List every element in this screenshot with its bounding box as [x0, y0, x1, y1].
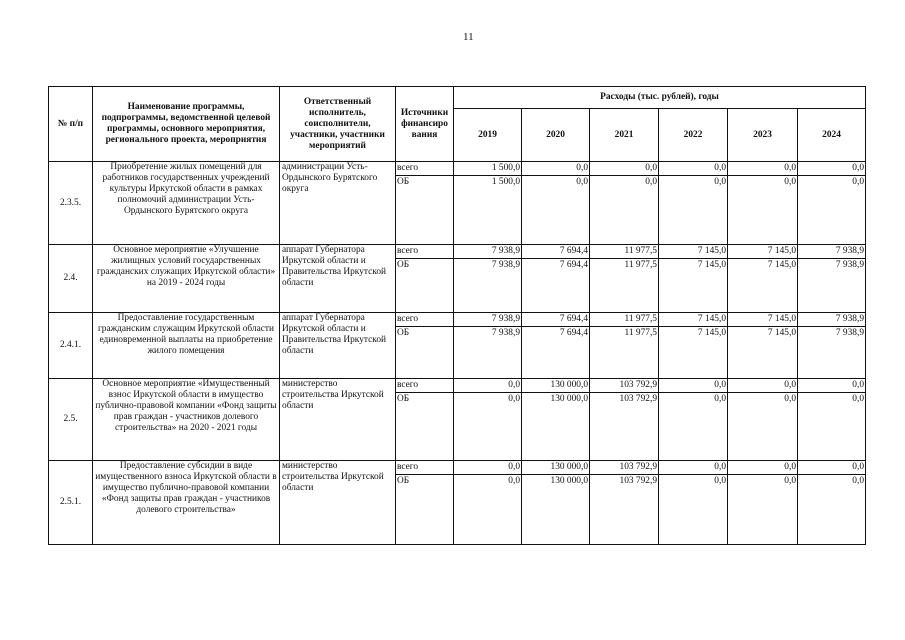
expense-value: 7 938,9 — [491, 328, 520, 338]
year-values — [590, 162, 659, 245]
expense-value: 0,0 — [508, 476, 520, 486]
year-values — [590, 461, 659, 545]
expense-value: 1 500,0 — [454, 162, 521, 176]
header-year: 2020 — [522, 109, 590, 162]
row-name: Предоставление государственным гражданским служащим Иркутской области единовременной выплаты на приобретение жилого помещения — [93, 313, 280, 379]
row-name: Основное мероприятие «Улучшение жилищных условий государственных гражданских служащих Иркутской области» на 2019 - 2024 годы — [93, 245, 280, 313]
expense-value: 0,0 — [714, 177, 726, 187]
expense-value: 7 694,4 — [522, 245, 589, 259]
header-sources: Источники финансиро вания — [396, 87, 454, 162]
table-row — [49, 461, 866, 545]
row-name: Основное мероприятие «Имущественный взнос Иркутской области в имущество публично-правовой компании «Фонд защиты прав граждан - участников долевого строительства» на 2020 - 2021 годы — [93, 379, 280, 461]
expense-value: 130 000,0 — [550, 476, 588, 486]
year-values — [522, 313, 590, 379]
table-row — [49, 313, 866, 379]
source-label: ОБ — [397, 328, 410, 338]
year-values — [454, 461, 522, 545]
expense-value: 0,0 — [728, 379, 797, 393]
year-values — [454, 162, 522, 245]
row-responsible: министерство строительства Иркутской области — [280, 461, 396, 545]
source-label: ОБ — [397, 394, 410, 404]
year-values — [728, 313, 798, 379]
expense-value: 0,0 — [784, 394, 796, 404]
expense-value: 7 938,9 — [454, 245, 521, 259]
expense-value: 0,0 — [590, 162, 658, 176]
expense-value: 7 145,0 — [659, 245, 727, 259]
header-expenses: Расходы (тыс. рублей), годы — [454, 87, 866, 109]
row-sources — [396, 379, 454, 461]
year-values — [728, 245, 798, 313]
expense-value: 0,0 — [659, 379, 727, 393]
expense-value: 7 938,9 — [835, 260, 864, 270]
row-number: 2.3.5. — [49, 162, 93, 245]
expense-value: 130 000,0 — [522, 461, 589, 475]
year-values — [590, 313, 659, 379]
source-label: всего — [396, 313, 453, 327]
expense-value: 7 145,0 — [697, 328, 726, 338]
expense-value: 7 938,9 — [798, 313, 865, 327]
expense-value: 103 792,9 — [619, 476, 657, 486]
expense-value: 7 938,9 — [835, 328, 864, 338]
row-sources — [396, 162, 454, 245]
year-values — [659, 461, 728, 545]
expense-value: 0,0 — [798, 162, 865, 176]
expense-value: 103 792,9 — [590, 461, 658, 475]
expense-value: 7 145,0 — [728, 313, 797, 327]
expense-value: 103 792,9 — [619, 394, 657, 404]
table-row — [49, 245, 866, 313]
expense-value: 7 145,0 — [659, 313, 727, 327]
row-responsible: администрации Усть-Ордынского Бурятского округа — [280, 162, 396, 245]
year-values — [728, 162, 798, 245]
expense-value: 7 694,4 — [559, 260, 588, 270]
expense-value: 11 977,5 — [624, 328, 657, 338]
expense-value: 0,0 — [728, 162, 797, 176]
year-values — [590, 245, 659, 313]
source-label: всего — [396, 162, 453, 176]
expense-value: 0,0 — [645, 177, 657, 187]
expense-value: 0,0 — [798, 461, 865, 475]
expenses-table — [48, 86, 866, 545]
year-values — [522, 162, 590, 245]
row-number: 2.4. — [49, 245, 93, 313]
row-sources — [396, 313, 454, 379]
expense-value: 7 145,0 — [767, 328, 796, 338]
expense-value: 11 977,5 — [624, 260, 657, 270]
header-year: 2019 — [454, 109, 522, 162]
expense-value: 0,0 — [784, 177, 796, 187]
table-row — [49, 162, 866, 245]
header-responsible: Ответственный исполнитель, соисполнители, участники, участники мероприятий — [280, 87, 396, 162]
expense-value: 0,0 — [728, 461, 797, 475]
expense-value: 130 000,0 — [550, 394, 588, 404]
year-values — [659, 313, 728, 379]
year-values — [522, 461, 590, 545]
source-label: всего — [396, 461, 453, 475]
header-num: № п/п — [49, 87, 93, 162]
expense-value: 1 500,0 — [491, 177, 520, 187]
expense-value: 0,0 — [454, 461, 521, 475]
year-values — [798, 379, 866, 461]
year-values — [659, 379, 728, 461]
year-values — [798, 162, 866, 245]
expense-value: 0,0 — [659, 461, 727, 475]
year-values — [590, 379, 659, 461]
expense-value: 103 792,9 — [590, 379, 658, 393]
row-responsible: министерство строительства Иркутской области — [280, 379, 396, 461]
header-year: 2022 — [659, 109, 728, 162]
year-values — [728, 379, 798, 461]
row-name: Предоставление субсидии в виде имущественного взноса Иркутской области в имущество публично-правовой компании «Фонд защиты прав граждан - участников долевого строительства» — [93, 461, 280, 545]
expense-value: 0,0 — [659, 162, 727, 176]
expense-value: 7 694,4 — [522, 313, 589, 327]
row-name: Приобретение жилых помещений для работников государственных учреждений культуры Иркутской области в рамках полномочий администрации Усть-Ордынского Бурятского округа — [93, 162, 280, 245]
expense-value: 7 145,0 — [697, 260, 726, 270]
expense-value: 0,0 — [576, 177, 588, 187]
expense-value: 0,0 — [798, 379, 865, 393]
expense-value: 0,0 — [454, 379, 521, 393]
year-values — [798, 461, 866, 545]
table-row — [49, 379, 866, 461]
expense-value: 7 938,9 — [798, 245, 865, 259]
year-values — [659, 245, 728, 313]
expense-value: 7 145,0 — [767, 260, 796, 270]
year-values — [659, 162, 728, 245]
expense-value: 11 977,5 — [590, 245, 658, 259]
year-values — [454, 313, 522, 379]
expense-value: 7 938,9 — [454, 313, 521, 327]
year-values — [798, 313, 866, 379]
year-values — [798, 245, 866, 313]
header-year: 2024 — [798, 109, 866, 162]
row-number: 2.5.1. — [49, 461, 93, 545]
row-sources — [396, 245, 454, 313]
source-label: ОБ — [397, 260, 410, 270]
expense-value: 0,0 — [852, 476, 864, 486]
expense-value: 130 000,0 — [522, 379, 589, 393]
row-number: 2.5. — [49, 379, 93, 461]
header-name: Наименование программы, подпрограммы, ведомственной целевой программы, основного мероприятия, регионального проекта, мероприятия — [93, 87, 280, 162]
page-number: 11 — [463, 31, 474, 43]
expense-value: 11 977,5 — [590, 313, 658, 327]
expense-value: 7 938,9 — [491, 260, 520, 270]
expense-value: 0,0 — [522, 162, 589, 176]
header-year: 2021 — [590, 109, 659, 162]
source-label: ОБ — [397, 177, 410, 187]
source-label: всего — [396, 379, 453, 393]
expense-value: 0,0 — [852, 394, 864, 404]
row-responsible: аппарат Губернатора Иркутской области и Правительства Иркутской области — [280, 313, 396, 379]
expense-value: 0,0 — [714, 394, 726, 404]
row-responsible: аппарат Губернатора Иркутской области и Правительства Иркутской области — [280, 245, 396, 313]
expense-value: 0,0 — [852, 177, 864, 187]
header-row-1 — [49, 87, 866, 109]
year-values — [454, 379, 522, 461]
expense-value: 7 145,0 — [728, 245, 797, 259]
row-number: 2.4.1. — [49, 313, 93, 379]
year-values — [522, 379, 590, 461]
header-year: 2023 — [728, 109, 798, 162]
expense-value: 0,0 — [784, 476, 796, 486]
expense-value: 0,0 — [508, 394, 520, 404]
expense-value: 0,0 — [714, 476, 726, 486]
row-sources — [396, 461, 454, 545]
expense-value: 7 694,4 — [559, 328, 588, 338]
source-label: всего — [396, 245, 453, 259]
source-label: ОБ — [397, 476, 410, 486]
year-values — [728, 461, 798, 545]
year-values — [522, 245, 590, 313]
year-values — [454, 245, 522, 313]
